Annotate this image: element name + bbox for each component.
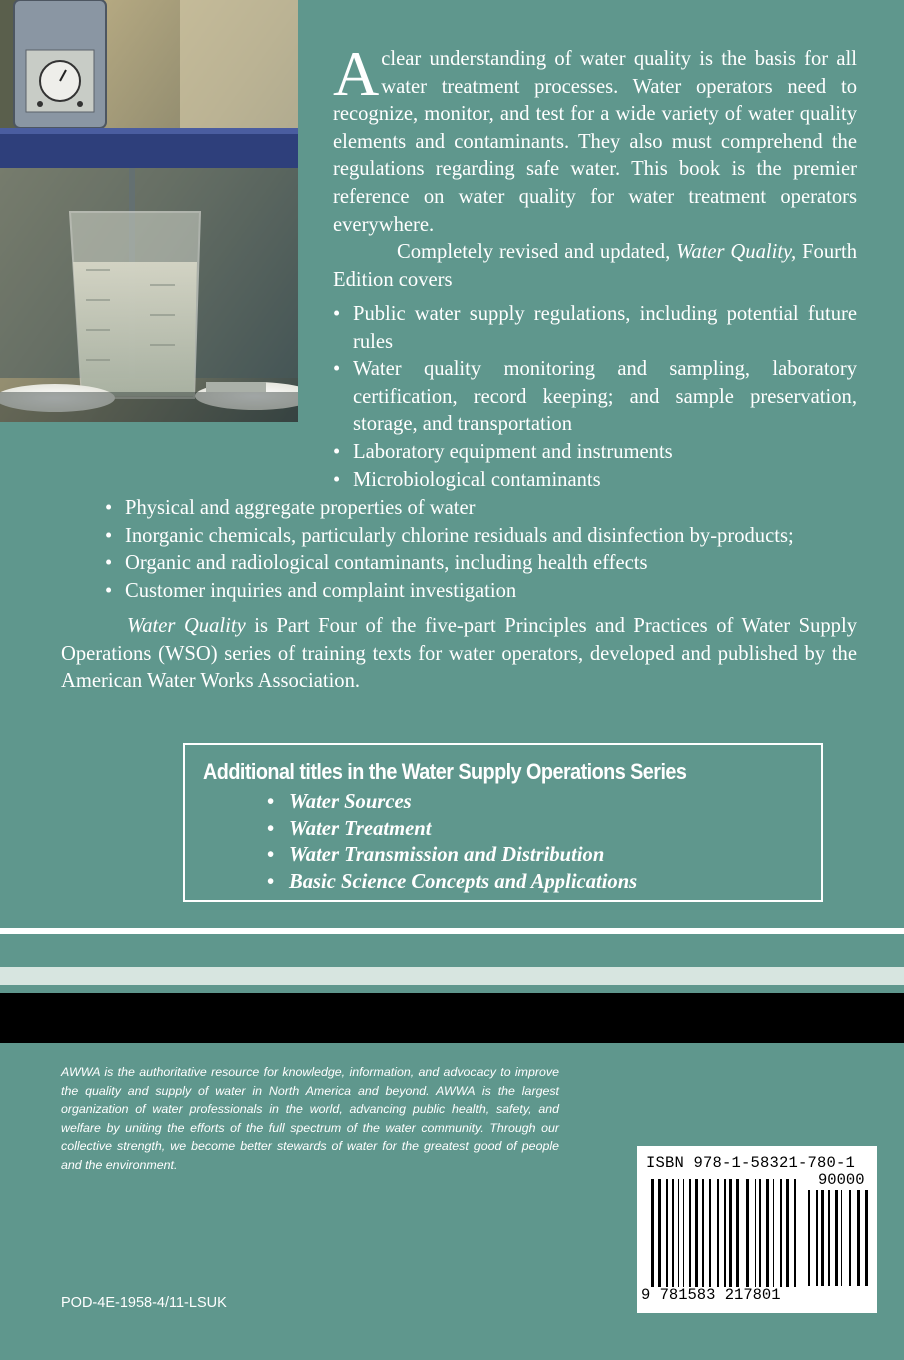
bullet-icon: • — [333, 358, 341, 381]
list-item-text: Inorganic chemicals, particularly chlorine residuals and disinfection by-products; — [125, 524, 794, 547]
barcode-bar — [835, 1190, 838, 1286]
bullet-icon: • — [105, 579, 113, 602]
barcode-bar — [857, 1190, 860, 1286]
list-item — [267, 842, 637, 869]
list-item — [105, 550, 865, 578]
barcode-bar — [766, 1179, 769, 1287]
barcode-bar — [755, 1179, 756, 1287]
series-title-text: Basic Science Concepts and Applications — [289, 870, 638, 893]
barcode-bar — [672, 1179, 674, 1287]
intro-paragraph-2-lead: Completely revised and updated, — [397, 241, 677, 264]
divider-stripe-white — [0, 928, 904, 934]
barcode-bar — [808, 1190, 810, 1286]
barcode-digits: 9 781583 217801 — [641, 1286, 781, 1304]
bullet-icon: • — [267, 817, 275, 840]
barcode-bar — [865, 1190, 868, 1286]
barcode-bar — [651, 1179, 654, 1287]
barcode-bar — [717, 1179, 719, 1287]
bullet-icon: • — [267, 870, 275, 893]
intro-paragraph-1 — [333, 38, 857, 239]
barcode-bar — [841, 1190, 842, 1286]
book-title-italic: Water Quality, — [676, 241, 797, 264]
barcode-bar — [746, 1179, 749, 1287]
print-code: POD-4E-1958-4/11-LSUK — [61, 1295, 227, 1311]
coverage-list-lower — [105, 495, 865, 605]
barcode-bar — [736, 1179, 739, 1287]
barcode-bar — [666, 1179, 668, 1287]
book-title-italic: Water Quality — [127, 615, 246, 637]
list-item-text: Customer inquiries and complaint investigation — [125, 579, 517, 602]
barcode-bar — [689, 1179, 691, 1287]
series-description-text: is Part Four of the five-part Principles and Practices of Water Supply Operations (WSO) series of training texts for water operators, developed and published by the American Water Works Association. — [61, 615, 857, 693]
list-item — [267, 816, 637, 843]
barcode-bar — [678, 1179, 679, 1287]
series-title-text: Water Treatment — [289, 817, 432, 840]
intro-paragraph-1-text: clear understanding of water quality is the basis for all water treatment processes. Water operators need to recognize, monitor, and test for a wide variety of water quality elements and contaminants. They also must comprehend the regulations regarding safe water. This book is the premier reference on water quality for water treatment operators everywhere. — [333, 48, 857, 236]
bullet-icon: • — [333, 303, 341, 325]
bullet-icon: • — [105, 524, 113, 547]
list-item — [333, 467, 857, 495]
bullet-icon: • — [267, 791, 275, 813]
list-item-text: Physical and aggregate properties of water — [125, 497, 476, 519]
list-item-text: Public water supply regulations, including potential future rules — [353, 303, 857, 353]
list-item-text: Water quality monitoring and sampling, laboratory certification, record keeping; and sample preservation, storage, and transportation — [353, 358, 857, 436]
cover-photo-lab-beaker — [0, 0, 298, 422]
drop-cap: A — [333, 38, 380, 109]
barcode-bar — [724, 1179, 726, 1287]
list-item — [333, 356, 857, 439]
isbn-number: ISBN 978-1-58321-780-1 — [646, 1154, 856, 1172]
barcode-bar — [828, 1190, 830, 1286]
barcode-addon-bars-icon — [808, 1190, 870, 1290]
price-code: 90000 — [818, 1171, 865, 1189]
barcode-bar — [849, 1190, 851, 1286]
awwa-statement: AWWA is the authoritative resource for knowledge, information, and advocacy to improve the quality and supply of water in North America and beyond. AWWA is the largest organization of water professionals in the world, advancing public health, safety, and welfare by uniting the efforts of the full spectrum of the water community. Through our collective strength, we become better stewards of water for the greatest good of people and the environment. — [61, 1065, 559, 1172]
barcode-bar — [729, 1179, 732, 1287]
barcode-bars-icon — [651, 1179, 803, 1291]
barcode-bar — [816, 1190, 818, 1286]
series-title-text: Water Sources — [289, 791, 412, 813]
additional-titles-box — [183, 743, 823, 902]
list-item-text: Microbiological contaminants — [353, 468, 601, 491]
barcode-bar — [658, 1179, 661, 1287]
intro-paragraph-2-tail: Fourth Edition covers — [333, 241, 857, 291]
list-item — [333, 439, 857, 467]
divider-stripe-black — [0, 993, 904, 1043]
intro-text — [333, 38, 857, 294]
additional-titles-heading: Additional titles in the Water Supply Operations Series — [203, 759, 687, 784]
list-item — [105, 523, 865, 551]
bullet-icon: • — [333, 468, 341, 491]
intro-paragraph-2 — [333, 239, 857, 294]
barcode-bar — [683, 1179, 684, 1287]
list-item — [267, 869, 637, 896]
series-title-text: Water Transmission and Distribution — [289, 844, 605, 867]
list-item-text: Organic and radiological contaminants, including health effects — [125, 552, 648, 575]
barcode-bar — [709, 1179, 711, 1287]
list-item-text: Laboratory equipment and instruments — [353, 440, 673, 463]
list-item — [105, 495, 865, 523]
barcode-bar — [780, 1179, 782, 1287]
additional-titles-list — [267, 789, 637, 895]
barcode-bar — [695, 1179, 698, 1287]
coverage-list-upper — [333, 301, 857, 494]
barcode-bar — [702, 1179, 704, 1287]
isbn-barcode — [637, 1146, 877, 1313]
bullet-icon: • — [267, 844, 275, 867]
series-description — [61, 613, 857, 696]
barcode-bar — [821, 1190, 824, 1286]
bullet-icon: • — [105, 497, 113, 519]
bullet-icon: • — [105, 552, 113, 575]
bullet-icon: • — [333, 440, 341, 463]
list-item — [105, 578, 865, 606]
divider-stripe-pale — [0, 967, 904, 985]
barcode-bar — [773, 1179, 774, 1287]
list-item — [333, 301, 857, 356]
barcode-bar — [786, 1179, 789, 1287]
list-item — [267, 789, 637, 816]
barcode-bar — [794, 1179, 796, 1287]
barcode-bar — [759, 1179, 761, 1287]
